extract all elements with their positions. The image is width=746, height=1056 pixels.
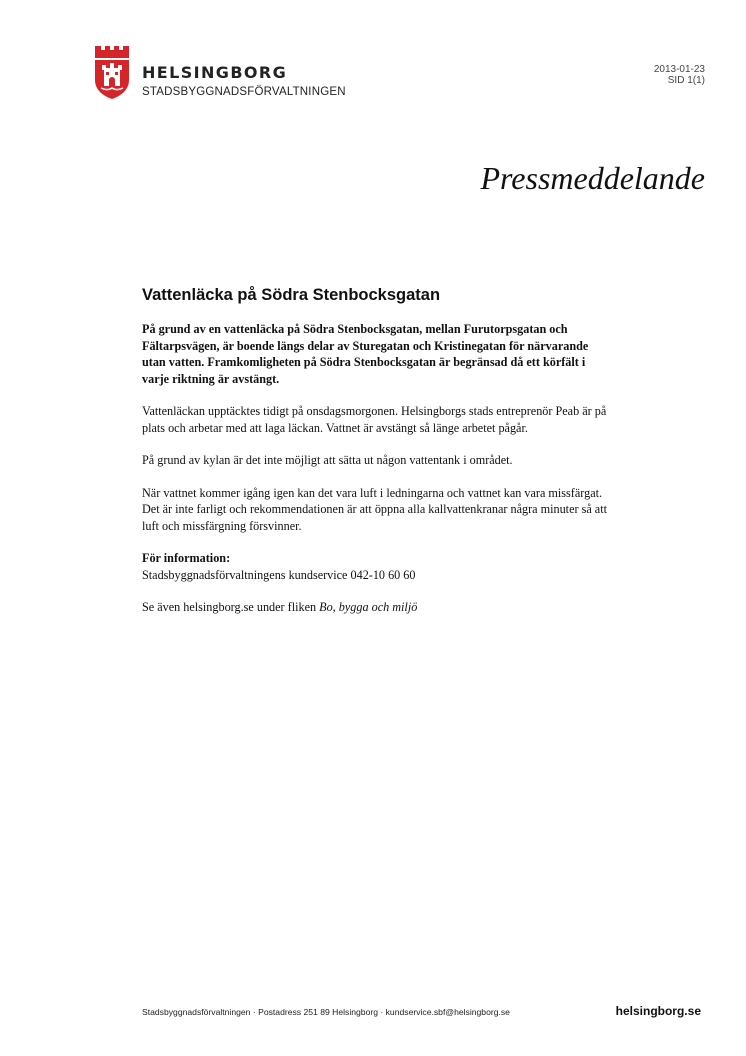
document-date: 2013-01-23 xyxy=(653,64,705,75)
body-paragraph-1: Vattenläckan upptäcktes tidigt på onsdagsmorgonen. Helsingborgs stads entreprenör Peab är på plats och arbetar med att laga läckan. Vattnet är avstängt så länge arbetet pågår. xyxy=(142,404,607,435)
department-name: STADSBYGGNADSFÖRVALTNINGEN xyxy=(142,86,346,98)
see-also xyxy=(142,599,612,616)
press-release-body xyxy=(142,286,612,632)
helsingborg-crest-icon xyxy=(93,44,131,100)
contact-details: Stadsbyggnadsförvaltningens kundservice 042-10 60 60 xyxy=(142,567,416,582)
org-name: HELSINGBORG xyxy=(142,63,288,82)
document-meta xyxy=(654,64,705,86)
contact-label: För information: xyxy=(142,551,231,565)
page-number: SID 1(1) xyxy=(667,75,705,86)
document-type-title: Pressmeddelande xyxy=(480,160,705,196)
see-also-text: Se även helsingborg.se under fliken xyxy=(142,600,320,614)
body-paragraph-2: På grund av kylan är det inte möjligt att sätta ut någon vattentank i området. xyxy=(142,453,513,467)
footer-site-link[interactable]: helsingborg.se xyxy=(615,1004,701,1018)
lead-paragraph: På grund av en vattenläcka på Södra Stenbocksgatan, mellan Furutorpsgatan och Fältarpsvägen, är boende längs delar av Sturegatan och Kristinegatan för närvarande utan vatten. Framkomligheten på Södra Stenbocksgatan är begränsad då ett körfält i varje riktning är avstängt. xyxy=(142,322,589,386)
footer-address: Stadsbyggnadsförvaltningen · Postadress 251 89 Helsingborg · kundservice.sbf@helsingborg.se xyxy=(142,1007,510,1017)
contact-info xyxy=(142,550,612,583)
body-paragraph-3: När vattnet kommer igång igen kan det vara luft i ledningarna och vattnet kan vara missfärgat. Det är inte farligt och rekommendationen är att öppna alla kallvattenkranar några minuter så att luft och missfärgning försvinner. xyxy=(142,485,607,533)
headline: Vattenläcka på Södra Stenbocksgatan xyxy=(142,286,441,304)
see-also-tab-link[interactable]: Bo, bygga och miljö xyxy=(319,600,418,614)
